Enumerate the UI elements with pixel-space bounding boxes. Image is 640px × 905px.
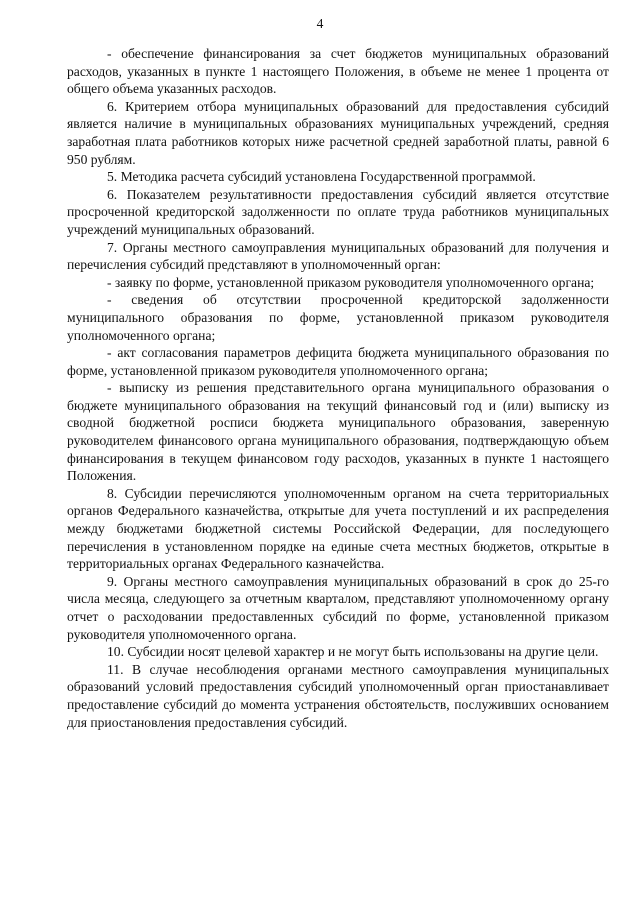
paragraph-suspension: 11. В случае несоблюдения органами местного самоуправления муниципальных образований условий предоставления субсидий уполномоченный орган приостанавливает предоставление субсидий до момента устранения обстоятельств, послуживших основанием для приостановления предоставления субсидий. [67, 661, 609, 730]
paragraph-reporting: 9. Органы местного самоуправления муниципальных образований в срок до 25-го числа месяца, следующего за отчетным кварталом, представляют уполномоченному органу отчет о расходовании предоставленных субсидий по форме, установленной приказом руководителя уполномоченного органа. [67, 573, 609, 642]
page-number: 4 [316, 16, 324, 31]
paragraph-selection-criterion: 6. Критерием отбора муниципальных образований для предоставления субсидий является наличие в муниципальных образованиях муниципальных учреждений, средняя заработная плата работников которых ниже расчетной средней заработной платы, равной 6 950 рублям. [67, 98, 609, 167]
list-item-debt-information: - сведения об отсутствии просроченной кредиторской задолженности муниципального образования по форме, установленной приказом руководителя уполномоченного органа; [67, 292, 609, 343]
list-item-budget-extract: - выписку из решения представительного органа муниципального образования о бюджете муниципального образования на текущий финансовый год и (или) выписку из сводной бюджетной росписи бюджета муниципального образования, заверенную руководителем финансового органа муниципального образования, подтверждающую объем финансирования в текущем финансовом году расходов, указанных в пункте 1 настоящего Положения. [67, 380, 609, 484]
paragraph-performance-indicator: 6. Показателем результативности предоставления субсидий является отсутствие просроченной кредиторской задолженности по оплате труда работников муниципальных учреждений муниципальных образований. [67, 186, 609, 237]
list-item-deficit-agreement: - акт согласования параметров дефицита бюджета муниципального образования по форме, установленной приказом руководителя уполномоченного органа; [67, 345, 609, 378]
paragraph-transfer-procedure: 8. Субсидии перечисляются уполномоченным органом на счета территориальных органов Федерального казначейства, открытые для учета поступлений и их распределения между бюджетами бюджетной системы Российской Федерации, для последующего перечисления в установленном порядке на единые счета местных бюджетов, открытые в территориальных органах Федерального казначейства. [67, 485, 609, 572]
paragraph-targeted-use: 10. Субсидии носят целевой характер и не могут быть использованы на другие цели. [107, 644, 599, 660]
document-body [67, 45, 609, 731]
list-item-application: - заявку по форме, установленной приказом руководителя уполномоченного органа; [107, 274, 595, 290]
paragraph-documents-submission: 7. Органы местного самоуправления муниципальных образований для получения и перечисления субсидий представляют в уполномоченный орган: [67, 239, 609, 273]
paragraph-calculation-method: 5. Методика расчета субсидий установлена Государственной программой. [107, 169, 536, 185]
paragraph-financing-condition: - обеспечение финансирования за счет бюджетов муниципальных образований расходов, указанных в пункте 1 настоящего Положения, в объеме не менее 1 процента от общего объема указанных расходов. [67, 46, 609, 97]
